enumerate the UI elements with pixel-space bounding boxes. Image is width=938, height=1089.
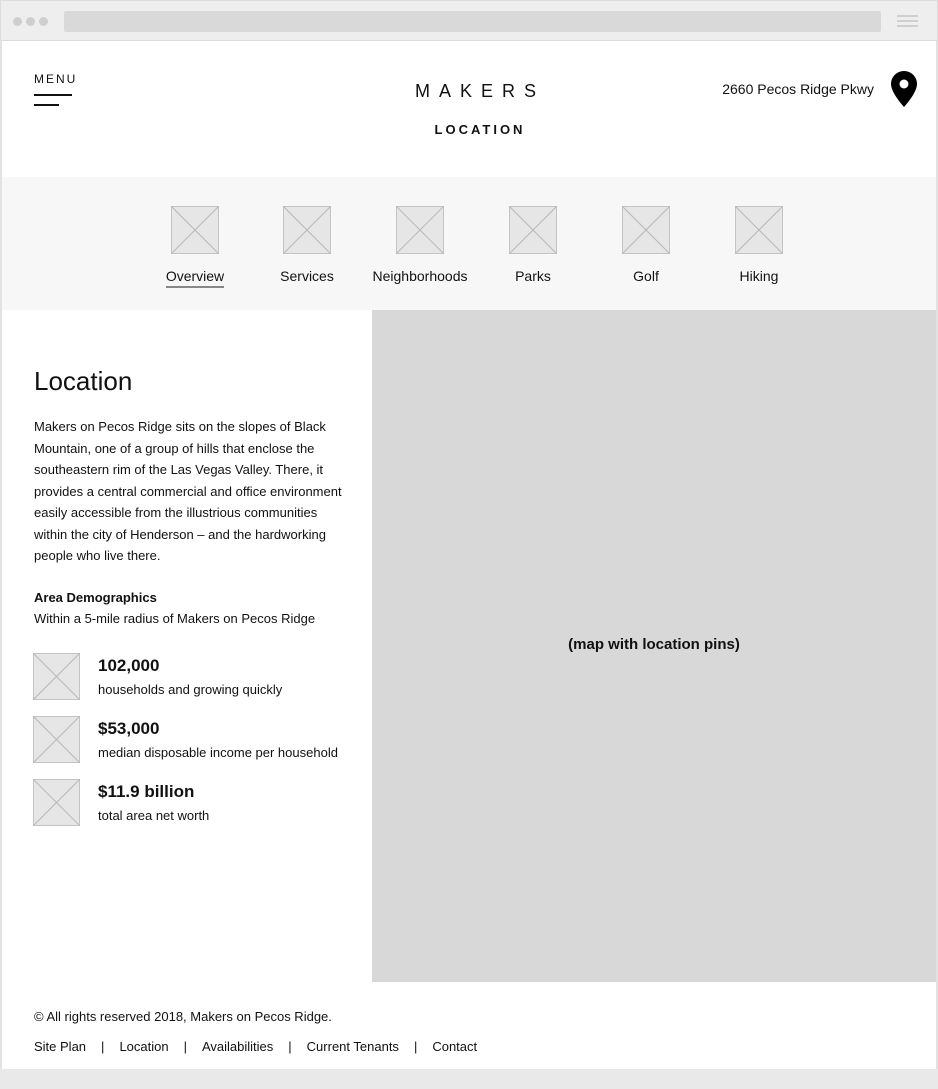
location-pin-icon[interactable] <box>891 71 917 107</box>
location-description: Makers on Pecos Ridge sits on the slopes of Black Mountain, one of a group of hills that enclose the southeastern rim of the Las Vegas Valley. There, it provides a central commercial and office environment easily accessible from the illustrious communities within the city of Henderson – and the hardworking people who live there. <box>34 419 342 563</box>
map-placeholder-label: (map with location pins) <box>568 636 740 653</box>
copyright-text: © All rights reserved 2018, Makers on Pecos Ridge. <box>34 1009 332 1024</box>
footer-separator: | <box>101 1039 105 1054</box>
tab-neighborhoods[interactable] <box>360 206 480 286</box>
demographics-subtitle: Within a 5-mile radius of Makers on Pecos Ridge <box>34 611 316 626</box>
page-title: LOCATION <box>434 122 526 137</box>
window-dot-icon[interactable] <box>26 17 35 26</box>
menu-icon-line[interactable] <box>34 104 59 106</box>
stat-households <box>33 653 353 701</box>
tab-parks[interactable] <box>473 206 593 286</box>
footer-link-location[interactable]: Location <box>119 1039 169 1054</box>
tab-label: Parks <box>515 268 551 284</box>
browser-bottom-bar <box>0 1069 938 1089</box>
demographics-heading: Area Demographics <box>34 590 157 605</box>
browser-menu-icon[interactable] <box>897 15 918 28</box>
image-placeholder-icon <box>735 206 783 254</box>
image-placeholder-icon <box>283 206 331 254</box>
footer-separator: | <box>183 1039 187 1054</box>
tab-label: Hiking <box>739 268 779 284</box>
footer-separator: | <box>288 1039 292 1054</box>
footer-link-contact[interactable]: Contact <box>432 1039 478 1054</box>
tab-overview[interactable] <box>135 206 255 288</box>
menu-icon-line[interactable] <box>34 94 72 96</box>
footer-nav <box>34 1039 477 1054</box>
tab-hiking[interactable] <box>699 206 819 286</box>
stat-net-worth <box>33 779 353 827</box>
image-placeholder-icon <box>33 653 80 700</box>
tab-golf[interactable] <box>586 206 706 286</box>
brand-logo[interactable]: MAKERS <box>414 81 546 101</box>
stat-description: households and growing quickly <box>98 682 283 697</box>
address-bar[interactable] <box>64 11 881 32</box>
stat-value: $53,000 <box>98 719 160 738</box>
section-title: Location <box>34 366 133 396</box>
footer-link-current-tenants[interactable]: Current Tenants <box>306 1039 399 1054</box>
location-map[interactable] <box>372 310 936 982</box>
footer-link-site-plan[interactable]: Site Plan <box>34 1039 87 1054</box>
stat-income <box>33 716 353 764</box>
image-placeholder-icon <box>622 206 670 254</box>
tab-label: Golf <box>633 268 659 284</box>
image-placeholder-icon <box>33 779 80 826</box>
stat-value: 102,000 <box>98 656 160 675</box>
stat-value: $11.9 billion <box>98 782 195 801</box>
window-dot-icon[interactable] <box>39 17 48 26</box>
image-placeholder-icon <box>396 206 444 254</box>
window-dot-icon[interactable] <box>13 17 22 26</box>
browser-chrome <box>0 0 938 41</box>
image-placeholder-icon <box>509 206 557 254</box>
tab-label: Neighborhoods <box>372 268 468 284</box>
stat-description: total area net worth <box>98 808 210 823</box>
image-placeholder-icon <box>33 716 80 763</box>
header-address[interactable]: 2660 Pecos Ridge Pkwy <box>722 81 874 97</box>
tab-label: Overview <box>166 268 224 288</box>
window-controls[interactable] <box>13 17 48 26</box>
stat-description: median disposable income per household <box>98 745 338 760</box>
footer-link-availabilities[interactable]: Availabilities <box>201 1039 274 1054</box>
tab-services[interactable] <box>247 206 367 286</box>
menu-label[interactable]: MENU <box>34 72 78 86</box>
tab-label: Services <box>280 268 334 284</box>
image-placeholder-icon <box>171 206 219 254</box>
footer-separator: | <box>413 1039 418 1054</box>
